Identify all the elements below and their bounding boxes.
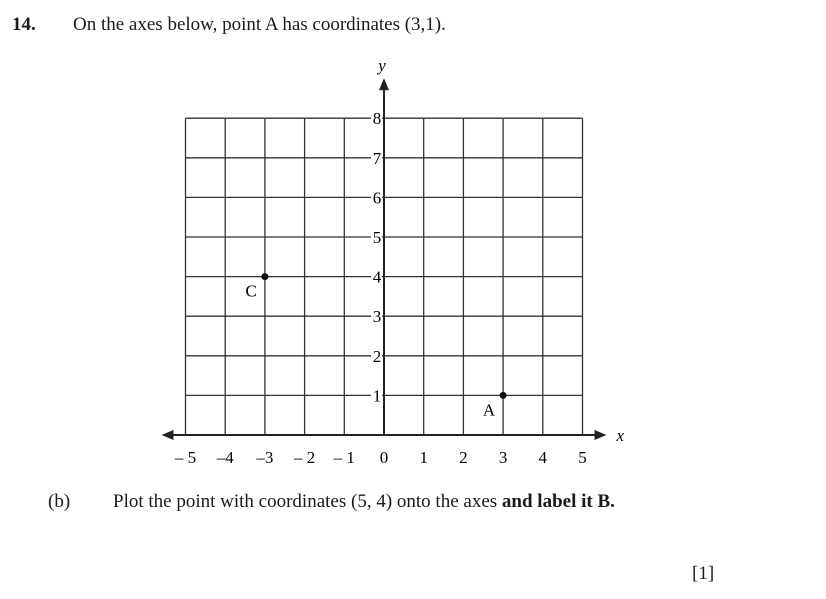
- question-intro: On the axes below, point A has coordinates (3,1).: [73, 14, 446, 35]
- part-b-label: (b): [48, 491, 71, 512]
- x-tick-label: 4: [538, 448, 548, 467]
- point-c: [261, 273, 268, 280]
- x-tick-label: – 1: [333, 448, 355, 467]
- x-tick-label: –4: [216, 448, 234, 467]
- y-tick-label: 2: [372, 346, 382, 366]
- x-tick-label: –3: [256, 448, 274, 467]
- y-tick-label: 7: [372, 148, 382, 168]
- y-tick-label: 3: [372, 307, 382, 327]
- x-tick-label: – 5: [174, 448, 197, 467]
- point-label-c: C: [245, 281, 257, 301]
- x-tick-label: 3: [498, 448, 508, 467]
- x-tick-label: 1: [419, 448, 428, 467]
- x-tick-label: 2: [459, 448, 468, 467]
- x-axis-arrow-right: [595, 430, 607, 440]
- y-tick-label: 1: [372, 386, 382, 406]
- part-b-text: Plot the point with coordinates (5, 4) onto the axes: [113, 491, 502, 512]
- y-axis-label: y: [378, 56, 386, 76]
- point-label-a: A: [482, 400, 496, 420]
- y-tick-label: 4: [372, 267, 382, 287]
- y-tick-label: 8: [372, 109, 382, 129]
- x-axis-arrow-left: [162, 430, 174, 440]
- tick-labels: [174, 109, 587, 467]
- part-b-instruction: [113, 491, 615, 513]
- y-tick-label: 6: [372, 188, 382, 208]
- part-b-bold-text: and label it B.: [501, 491, 615, 512]
- marks-label: [1]: [692, 563, 715, 584]
- x-axis-label: x: [616, 426, 625, 445]
- y-tick-label: 5: [372, 228, 382, 247]
- x-tick-label: 5: [578, 448, 587, 467]
- question-number: 14.: [12, 14, 36, 35]
- y-axis-arrow: [379, 78, 389, 90]
- axes: [162, 56, 625, 445]
- x-tick-label: 0: [379, 448, 389, 467]
- coordinate-grid: [150, 55, 630, 480]
- point-a: [500, 392, 507, 399]
- x-tick-label: – 2: [293, 448, 316, 467]
